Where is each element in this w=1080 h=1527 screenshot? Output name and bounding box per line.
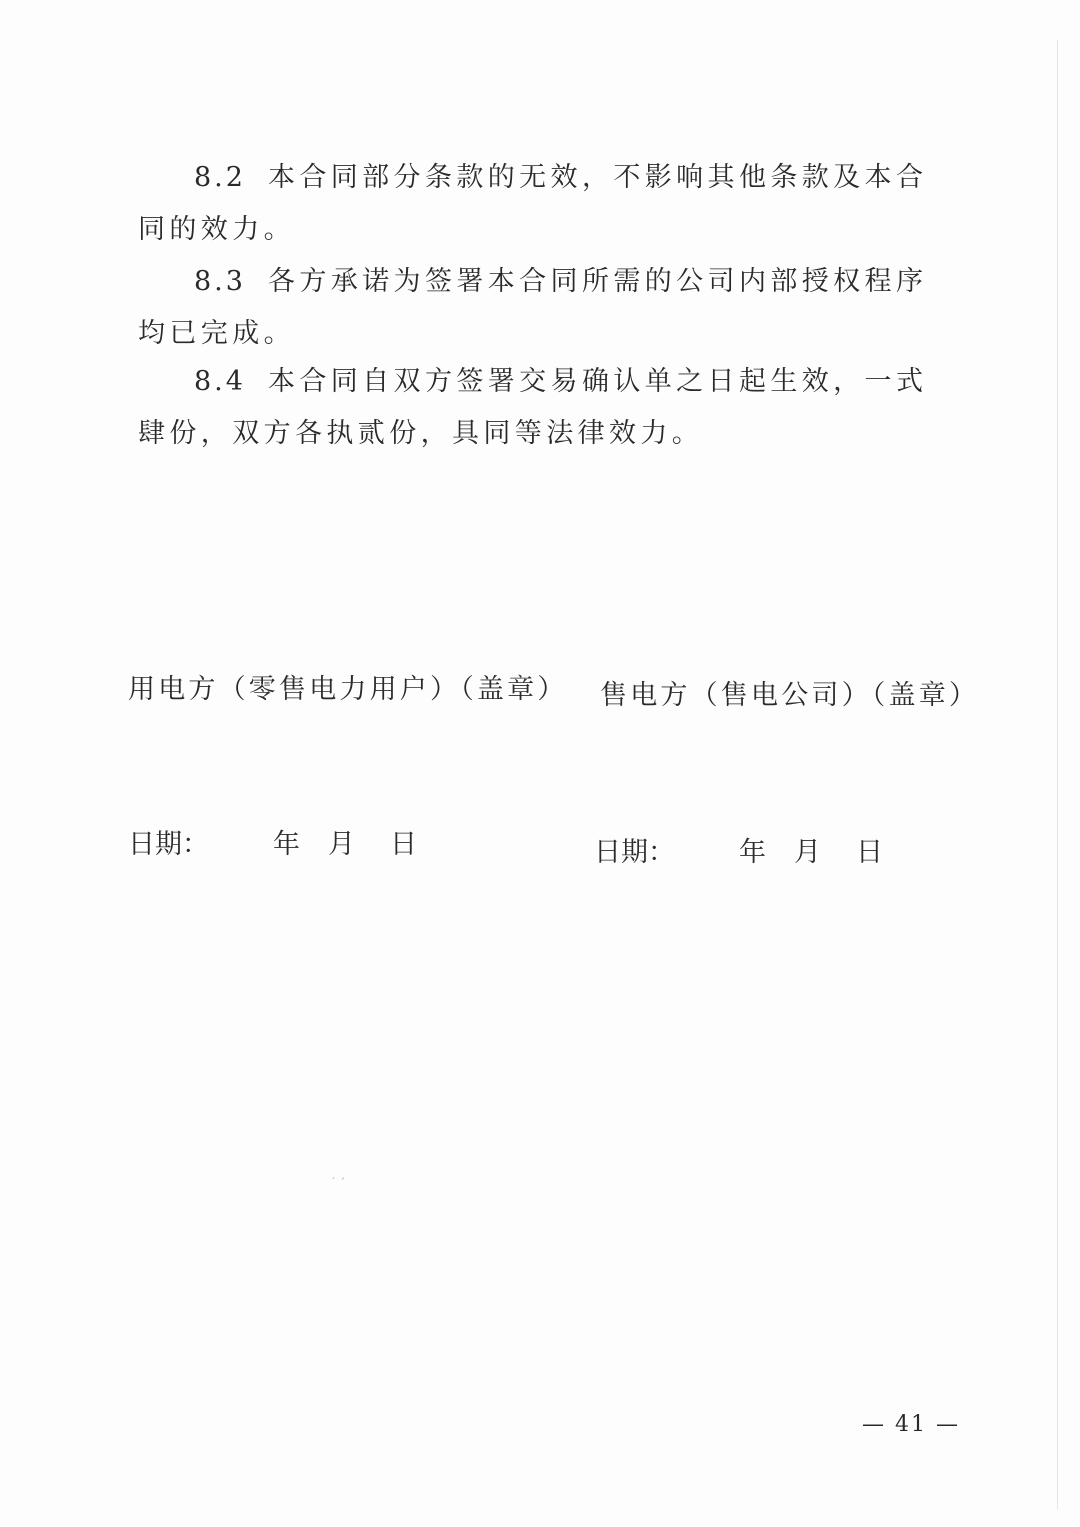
clause-number: 8.4 [194, 366, 246, 397]
clause-text: 本合同自双方签署交易确认单之日起生效，一式肆份，双方各执贰份，具同等法律效力。 [138, 366, 928, 449]
scan-edge-line [1057, 40, 1058, 1510]
clause-number: 8.3 [194, 266, 246, 297]
date-label: 日期： [594, 837, 675, 868]
clause-number: 8.2 [194, 162, 246, 193]
clause-8-2 [138, 152, 948, 256]
clause-text: 本合同部分条款的无效，不影响其他条款及本合同的效力。 [138, 162, 928, 245]
clause-8-4 [138, 356, 948, 460]
date-day: 日 [856, 837, 883, 868]
date-day: 日 [390, 829, 417, 860]
scan-smudge: ˙ ′ [330, 1176, 345, 1192]
date-year: 年 [739, 837, 766, 868]
signature-label-seller: 售电方（售电公司）（盖章） [600, 680, 980, 711]
signature-label-buyer: 用电方（零售电力用户）（盖章） [128, 674, 568, 705]
clause-8-3 [138, 256, 948, 360]
date-year: 年 [273, 829, 300, 860]
clause-text: 各方承诺为签署本合同所需的公司内部授权程序均已完成。 [138, 266, 928, 349]
page-number: — 41 — [862, 1412, 960, 1437]
date-label: 日期： [128, 829, 209, 860]
date-month: 月 [794, 837, 821, 868]
date-month: 月 [328, 829, 355, 860]
